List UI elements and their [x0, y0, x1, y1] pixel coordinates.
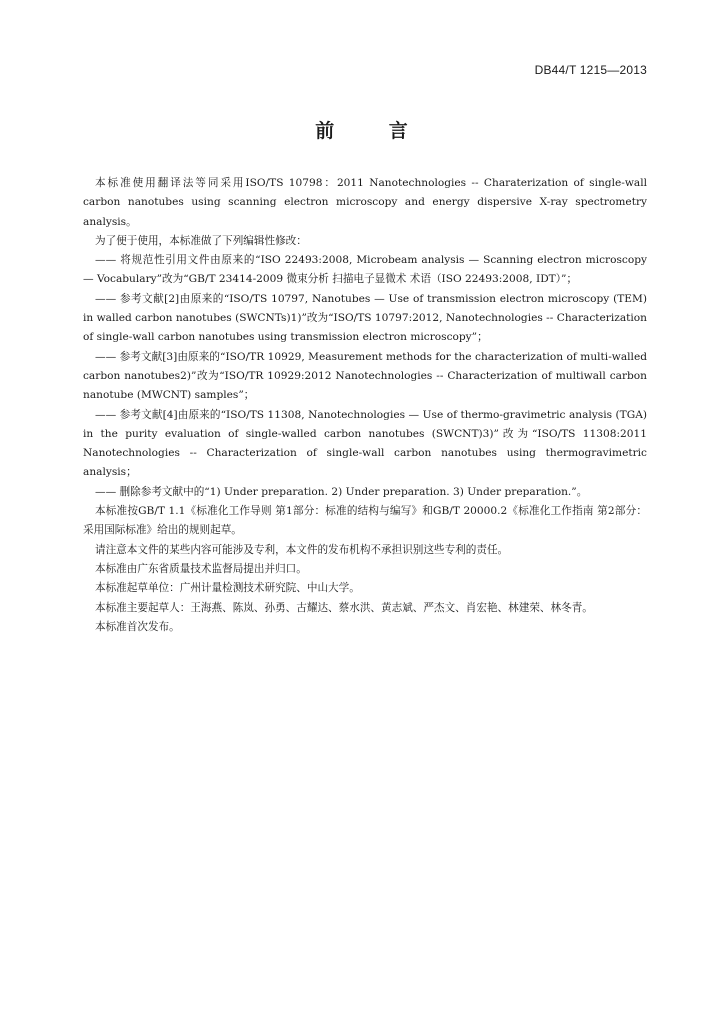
paragraph-drafting-units: 本标准起草单位：广州计量检测技术研究院、中山大学。 [95, 582, 360, 595]
paragraph-patent-notice: 请注意本文件的某些内容可能涉及专利，本文件的发布机构不承担识别这些专利的责任。 [95, 543, 509, 556]
standard-number: DB44/T 1215—2013 [534, 63, 647, 77]
paragraph-proposer: 本标准由广东省质量技术监督局提出并归口。 [95, 562, 307, 575]
paragraph-adoption: 本标准使用翻译法等同采用ISO/TS 10798：2011 Nanotechnologies -- Charaterization of single-wall carbon nanotubes using scanning electron microscopy and energy dispersive X-ray spectrometry analysis。 [83, 177, 647, 228]
paragraph-change-3: —— 参考文献[3]由原来的“ISO/TR 10929, Measurement methods for the characterization of multi-walled carbon nanotubes2)”改为“ISO/TR 10929:2012 Nanotechnologies -- Characterization of multiwall carbon nanotube (MWCNT) samples”； [83, 350, 647, 402]
paragraph-first-release: 本标准首次发布。 [95, 620, 180, 633]
paragraph-drafting-rules: 本标准按GB/T 1.1《标准化工作导则 第1部分：标准的结构与编写》和GB/T 20000.2《标准化工作指南 第2部分：采用国际标准》给出的规则起草。 [83, 505, 647, 537]
paragraph-change-1: —— 将规范性引用文件由原来的“ISO 22493:2008, Microbeam analysis — Scanning electron microscopy — Vocabulary”改为“GB/T 23414-2009 微束分析 扫描电子显微术 术语（ISO 22493:2008, IDT）”； [83, 254, 647, 286]
paragraph-change-5: —— 删除参考文献中的“1) Under preparation. 2) Under preparation. 3) Under preparation.”。 [95, 485, 588, 498]
page-title: 前 言 [315, 120, 432, 142]
paragraph-drafters: 本标准主要起草人：王海燕、陈岚、孙勇、古耀达、蔡水洪、黄志斌、严杰文、肖宏艳、林建荣、林冬青。 [95, 601, 593, 614]
foreword-body [83, 174, 647, 637]
paragraph-change-4: —— 参考文献[4]由原来的“ISO/TS 11308, Nanotechnologies — Use of thermo-gravimetric analysis (TGA) in the purity evaluation of single-walled carbon nanotubes (SWCNT)3)”改为“ISO/TS 11308:2011 Nanotechnologies -- Characterization of single-wall carbon nanotubes using thermogravimetric analysis； [83, 408, 647, 479]
paragraph-change-2: —— 参考文献[2]由原来的“ISO/TS 10797, Nanotubes — Use of transmission electron microscopy (TEM) in walled carbon nanotubes (SWCNTs)1)”改为“ISO/TS 10797:2012, Nanotechnologies -- Characterization of single-wall carbon nanotubes using transmission electron microscopy”； [83, 292, 647, 344]
paragraph-editorial-intro: 为了便于使用，本标准做了下列编辑性修改： [95, 234, 307, 247]
